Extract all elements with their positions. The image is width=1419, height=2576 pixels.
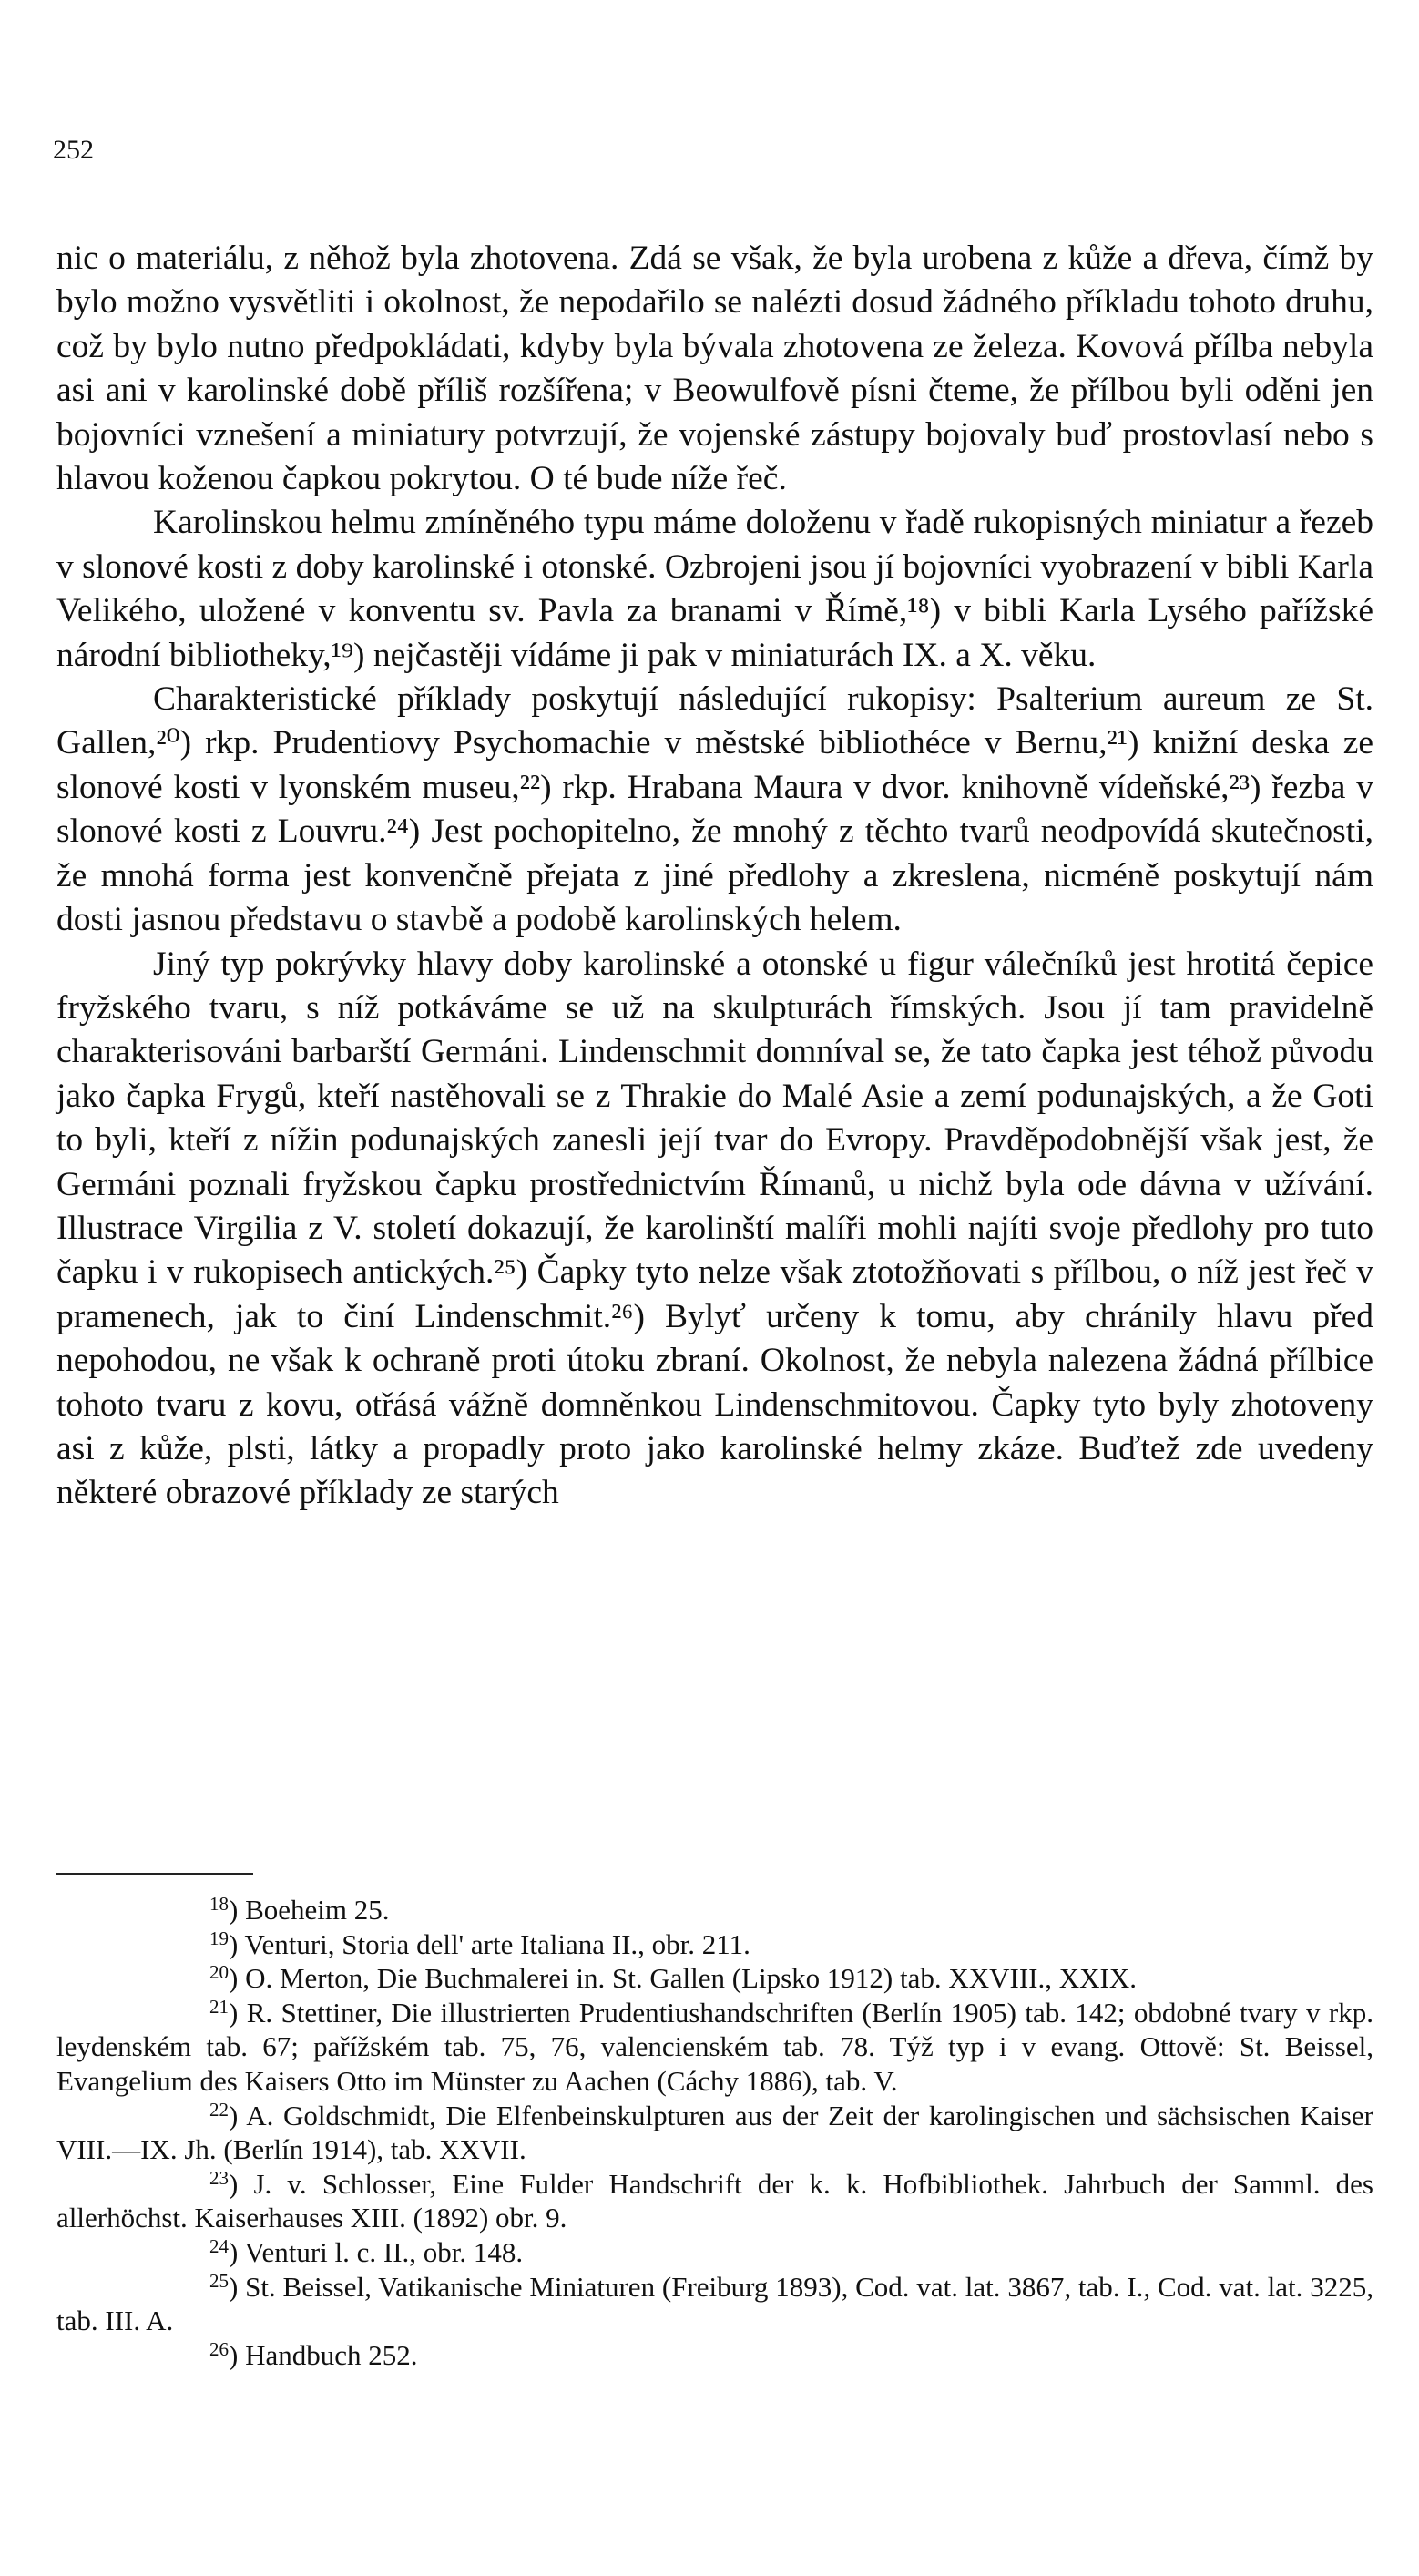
footnote-mark: 18 xyxy=(209,1893,229,1915)
footnote-mark: 19 xyxy=(209,1927,229,1949)
footnote xyxy=(56,1961,1373,1996)
paragraph: Karolinskou helmu zmíněného typu máme doloženu v řadě rukopisných miniatur a řezeb v slonové kosti z doby karolinské i otonské. Ozbrojeni jsou jí bojovníci vyobrazení v bibli Karla Velikého, uložené v konventu sv. Pavla za branami v Římě,¹⁸) v bibli Karla Lysého pařížské národní bibliotheky,¹⁹) nejčastěji vídáme ji pak v miniaturách IX. a X. věku. xyxy=(56,504,1373,674)
footnote xyxy=(56,1996,1373,2099)
footnote xyxy=(56,2270,1373,2338)
footnote-text: ) A. Goldschmidt, Die Elfenbeinskulpturen aus der Zeit der karolingischen und sächsischen Kaiser VIII.—IX. Jh. (Berlín 1914), tab. XXVII. xyxy=(56,2099,1373,2166)
footnote xyxy=(56,2099,1373,2167)
footnote xyxy=(56,1893,1373,1927)
footnote-text: ) Venturi l. c. II., obr. 148. xyxy=(229,2235,524,2268)
paragraph: nic o materiálu, z něhož byla zhotovena. Zdá se však, že byla urobena z kůže a dřeva, čímž by bylo možno vysvětliti i okolnost, že nepodařilo se nalézti dosud žádného příkladu tohoto druhu, což by bylo nutno předpokládati, kdyby byla bývala zhotovena ze železa. Kovová přílba nebyla asi ani v karolinské době příliš rozšířena; v Beowulfově písni čteme, že přílbou byli oděni jen bojovníci vznešení a miniatury potvrzují, že vojenské zástupy bojovaly buď prostovlasí nebo s hlavou koženou čapkou pokrytou. O té bude níže řeč. xyxy=(56,240,1373,498)
footnote-mark: 24 xyxy=(209,2234,229,2257)
footnote-text: ) R. Stettiner, Die illustrierten Prudentiushandschriften (Berlín 1905) tab. 142; obdobné tvary v rkp. leydenském tab. 67; pařížském tab. 75, 76, valencienském tab. 78. Týž typ i v evang. Ottově: St. Beissel, Evangelium des Kaisers Otto im Münster zu Aachen (Cáchy 1886), tab. V. xyxy=(56,1996,1373,2097)
footnote-text: ) Boeheim 25. xyxy=(229,1894,390,1926)
paragraph: Jiný typ pokrývky hlavy doby karolinské a otonské u figur válečníků jest hrotitá čepice fryžského tvaru, s níž potkáváme se už na skulpturách římských. Jsou jí tam pravidelně charakterisováni barbarští Germáni. Lindenschmit domníval se, že tato čapka jest téhož původu jako čapka Frygů, kteří nastěhovali se z Thrakie do Malé Asie a zemí podunajských, a že Goti to byli, kteří z nížin podunajských zanesli její tvar do Evropy. Pravděpodobnější však jest, že Germáni poznali fryžskou čapku prostřednictvím Římanů, u nichž byla ode dávna v užívání. Illustrace Virgilia z V. století dokazují, že karolinští malíři mohli najíti svoje předlohy pro tuto čapku i v rukopisech antických.²⁵) Čapky tyto nelze však ztotožňovati s přílbou, o níž jest řeč v pramenech, jak to činí Lindenschmit.²⁶) Bylyť určeny k tomu, aby chránily hlavu před nepohodou, ne však k ochraně proti útoku zbraní. Okolnost, že nebyla nalezena žádná přílbice tohoto tvaru z kovu, otřásá vážně domněnkou Lindenschmitovou. Čapky tyto byly zhotoveny asi z kůže, plsti, látky a propadly proto jako karolinské helmy zkáze. Buďtež zde uvedeny některé obrazové příklady ze starých xyxy=(56,945,1373,1512)
footnote xyxy=(56,2338,1373,2373)
footnote-mark: 25 xyxy=(209,2269,229,2292)
page-number: 252 xyxy=(53,135,94,165)
footnote xyxy=(56,2235,1373,2270)
footnote xyxy=(56,2167,1373,2235)
footnote-divider xyxy=(56,1873,253,1875)
footnote-mark: 21 xyxy=(209,1995,229,2018)
footnote-text: ) J. v. Schlosser, Eine Fulder Handschrift der k. k. Hofbibliothek. Jahrbuch der Samml. des allerhöchst. Kaiserhauses XIII. (1892) obr. 9. xyxy=(56,2167,1373,2234)
footnote-mark: 20 xyxy=(209,1961,229,1984)
footnote xyxy=(56,1927,1373,1962)
footnote-text: ) O. Merton, Die Buchmalerei in. St. Gallen (Lipsko 1912) tab. XXVIII., XXIX. xyxy=(229,1962,1137,1995)
footnote-text: ) Venturi, Storia dell' arte Italiana II., obr. 211. xyxy=(229,1927,750,1960)
paragraph: Charakteristické příklady poskytují následující rukopisy: Psalterium aureum ze St. Gallen,²⁰) rkp. Prudentiovy Psychomachie v městské bibliothéce v Bernu,²¹) knižní deska ze slonové kosti v lyonském museu,²²) rkp. Hrabana Maura v dvor. knihovně vídeňské,²³) řezba v slonové kosti z Louvru.²⁴) Jest pochopitelno, že mnohý z těchto tvarů neodpovídá skutečnosti, že mnohá forma jest konvenčně přejata z jiné předlohy a zkreslena, nicméně poskytují nám dosti jasnou představu o stavbě a podobě karolinských helem. xyxy=(56,680,1373,939)
footnote-text: ) St. Beissel, Vatikanische Miniaturen (Freiburg 1893), Cod. vat. lat. 3867, tab. I., Cod. vat. lat. 3225, tab. III. A. xyxy=(56,2270,1373,2337)
footnote-mark: 22 xyxy=(209,2098,229,2121)
footnote-mark: 26 xyxy=(209,2337,229,2360)
main-text xyxy=(56,237,1373,1516)
footnotes xyxy=(56,1893,1373,2372)
footnote-text: ) Handbuch 252. xyxy=(229,2338,418,2371)
footnote-mark: 23 xyxy=(209,2166,229,2189)
